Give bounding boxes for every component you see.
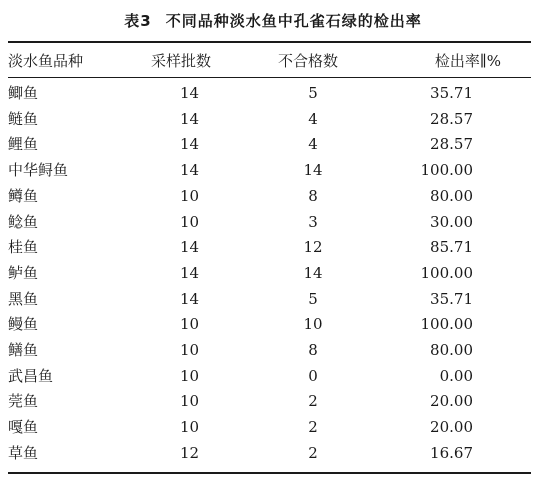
cell-species: 鲢鱼: [8, 109, 39, 128]
bottom-rule: [8, 472, 531, 474]
cell-species: 嘎鱼: [8, 418, 39, 437]
cell-species: 黑鱼: [8, 289, 39, 308]
table-header: [8, 48, 531, 74]
cell-detection-rate: 100.00: [420, 315, 473, 334]
cell-species: 鳝鱼: [8, 341, 39, 359]
cell-unqualified-count: 3: [308, 212, 318, 231]
cell-sample-batches: 14: [180, 238, 200, 257]
header-species: 淡水鱼品种: [8, 52, 84, 70]
cell-unqualified-count: 14: [303, 161, 323, 180]
cell-sample-batches: 10: [180, 392, 200, 411]
cell-sample-batches: 12: [180, 443, 200, 462]
cell-detection-rate: 28.57: [430, 109, 473, 128]
cell-detection-rate: 0.00: [439, 366, 473, 385]
cell-species: 莞鱼: [8, 392, 39, 411]
table-row: [8, 337, 531, 363]
cell-species: 桂鱼: [8, 238, 39, 257]
cell-unqualified-count: 8: [308, 341, 318, 359]
cell-sample-batches: 10: [180, 366, 200, 385]
top-rule: [8, 41, 531, 43]
header-unqualified-count: 不合格数: [278, 52, 339, 70]
cell-detection-rate: 100.00: [420, 263, 473, 282]
cell-unqualified-count: 12: [303, 238, 323, 257]
cell-detection-rate: 80.00: [430, 186, 473, 205]
cell-detection-rate: 35.71: [430, 84, 473, 102]
cell-detection-rate: 100.00: [420, 161, 473, 180]
cell-species: 中华鲟鱼: [8, 161, 69, 180]
table-row: [8, 106, 531, 132]
cell-sample-batches: 14: [180, 161, 200, 180]
cell-species: 鲤鱼: [8, 135, 39, 154]
cell-detection-rate: 85.71: [430, 238, 473, 257]
table-number: 表3: [124, 12, 152, 30]
table-row: [8, 183, 531, 209]
cell-unqualified-count: 4: [308, 109, 318, 128]
cell-sample-batches: 14: [180, 135, 200, 154]
cell-detection-rate: 20.00: [430, 418, 473, 437]
header-sample-batches: 采样批数: [151, 52, 212, 70]
table-row: [8, 414, 531, 440]
cell-unqualified-count: 2: [308, 418, 318, 437]
table-row: [8, 80, 531, 106]
table-row: [8, 311, 531, 337]
cell-species: 草鱼: [8, 443, 39, 462]
cell-detection-rate: 28.57: [430, 135, 473, 154]
cell-detection-rate: 16.67: [430, 443, 473, 462]
cell-species: 鳟鱼: [8, 186, 39, 205]
cell-sample-batches: 14: [180, 109, 200, 128]
cell-species: 鲈鱼: [8, 263, 39, 282]
cell-sample-batches: 14: [180, 289, 200, 308]
cell-sample-batches: 14: [180, 84, 200, 102]
cell-sample-batches: 10: [180, 341, 200, 359]
header-detection-rate: 检出率∥%: [434, 52, 501, 70]
cell-species: 鲶鱼: [8, 212, 39, 231]
cell-detection-rate: 30.00: [430, 212, 473, 231]
cell-unqualified-count: 10: [303, 315, 323, 334]
cell-unqualified-count: 8: [308, 186, 318, 205]
cell-unqualified-count: 4: [308, 135, 318, 154]
cell-sample-batches: 10: [180, 418, 200, 437]
header-rule: [8, 77, 531, 78]
cell-detection-rate: 80.00: [430, 341, 473, 359]
table-title: 不同品种淡水鱼中孔雀石绿的检出率: [165, 12, 422, 30]
table-row: [8, 388, 531, 414]
table-row: [8, 260, 531, 286]
cell-species: 鲫鱼: [8, 84, 39, 102]
cell-detection-rate: 35.71: [430, 289, 473, 308]
table-row: [8, 234, 531, 260]
cell-species: 武昌鱼: [8, 366, 54, 385]
cell-sample-batches: 10: [180, 186, 200, 205]
cell-sample-batches: 10: [180, 212, 200, 231]
cell-unqualified-count: 2: [308, 392, 318, 411]
cell-detection-rate: 20.00: [430, 392, 473, 411]
cell-unqualified-count: 5: [308, 289, 318, 308]
cell-sample-batches: 10: [180, 315, 200, 334]
table-row: [8, 363, 531, 389]
table-caption: [0, 10, 546, 31]
table-row: [8, 131, 531, 157]
cell-species: 鳗鱼: [8, 315, 39, 334]
table-row: [8, 286, 531, 312]
cell-unqualified-count: 14: [303, 263, 323, 282]
cell-unqualified-count: 2: [308, 443, 318, 462]
cell-sample-batches: 14: [180, 263, 200, 282]
table-row: [8, 440, 531, 466]
cell-unqualified-count: 5: [308, 84, 318, 102]
table-row: [8, 157, 531, 183]
cell-unqualified-count: 0: [308, 366, 318, 385]
table-row: [8, 209, 531, 235]
